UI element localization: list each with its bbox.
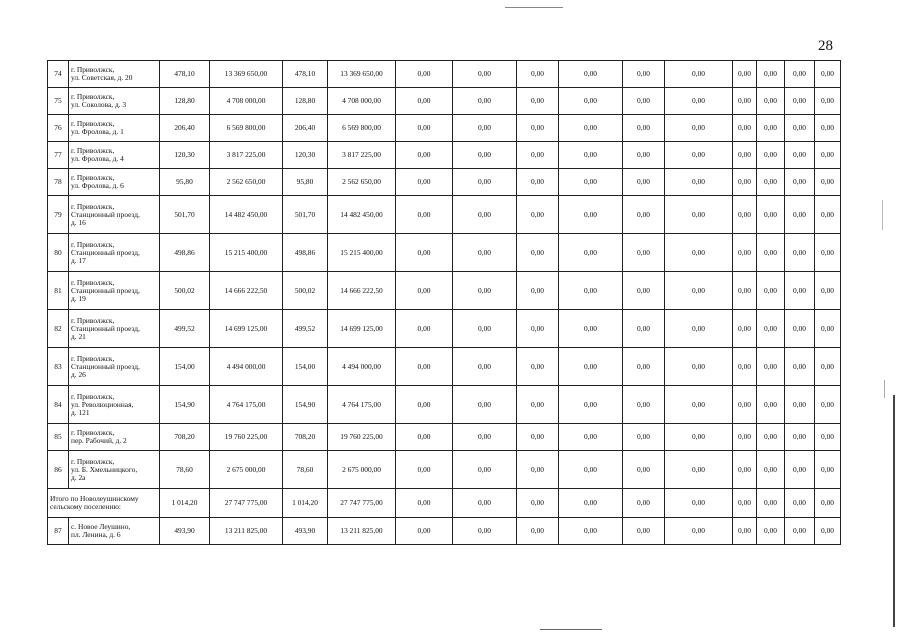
area-cell: 498,86	[283, 234, 328, 272]
zero-value-cell: 0,00	[559, 272, 623, 310]
address-cell	[69, 348, 160, 386]
zero-value-cell: 0,00	[815, 234, 841, 272]
table-row	[48, 310, 841, 348]
row-number-cell: 76	[48, 115, 69, 142]
zero-value-cell: 0,00	[785, 518, 815, 545]
zero-value-cell: 0,00	[453, 451, 517, 489]
address-line: д. 19	[71, 293, 86, 303]
zero-value-cell: 0,00	[396, 386, 453, 424]
zero-value-cell: 0,00	[396, 310, 453, 348]
zero-value-cell: 0,00	[517, 272, 559, 310]
area-cell: 95,80	[283, 169, 328, 196]
zero-value-cell: 0,00	[396, 115, 453, 142]
zero-value-cell: 0,00	[665, 424, 733, 451]
cost-cell: 14 666 222,50	[210, 272, 283, 310]
zero-value-cell: 0,00	[785, 310, 815, 348]
zero-value-cell: 0,00	[665, 272, 733, 310]
zero-value-cell: 0,00	[453, 386, 517, 424]
area-cell: 206,40	[283, 115, 328, 142]
zero-value-cell: 0,00	[785, 424, 815, 451]
table-row	[48, 424, 841, 451]
table-row	[48, 169, 841, 196]
zero-value-cell: 0,00	[396, 424, 453, 451]
zero-value-cell: 0,00	[396, 61, 453, 88]
address-cell	[69, 451, 160, 489]
zero-value-cell: 0,00	[453, 489, 517, 518]
address-cell	[69, 142, 160, 169]
address-line: г. Приволжск,	[71, 239, 115, 249]
zero-value-cell: 0,00	[757, 61, 785, 88]
address-line: г. Приволжск,	[71, 456, 115, 466]
zero-value-cell: 0,00	[623, 142, 665, 169]
zero-value-cell: 0,00	[815, 424, 841, 451]
zero-value-cell: 0,00	[757, 386, 785, 424]
zero-value-cell: 0,00	[623, 115, 665, 142]
area-cell: 500,02	[160, 272, 210, 310]
address-line: д. 17	[71, 255, 86, 265]
zero-value-cell: 0,00	[785, 169, 815, 196]
zero-value-cell: 0,00	[623, 451, 665, 489]
zero-value-cell: 0,00	[757, 272, 785, 310]
address-cell	[69, 88, 160, 115]
zero-value-cell: 0,00	[815, 142, 841, 169]
area-cell: 493,90	[160, 518, 210, 545]
area-cell: 478,10	[160, 61, 210, 88]
register-table-body	[48, 61, 841, 545]
zero-value-cell: 0,00	[559, 196, 623, 234]
table-row	[48, 115, 841, 142]
address-line: ул. Фролова, д. 1	[71, 127, 124, 136]
cost-cell: 19 760 225,00	[210, 424, 283, 451]
zero-value-cell: 0,00	[757, 348, 785, 386]
zero-value-cell: 0,00	[815, 518, 841, 545]
area-cell: 1 014,20	[283, 489, 328, 518]
zero-value-cell: 0,00	[733, 61, 757, 88]
zero-value-cell: 0,00	[559, 88, 623, 115]
address-cell	[69, 518, 160, 545]
row-number-cell: 87	[48, 518, 69, 545]
area-cell: 478,10	[283, 61, 328, 88]
zero-value-cell: 0,00	[785, 234, 815, 272]
area-cell: 120,30	[160, 142, 210, 169]
address-line: ул. Советская, д. 20	[71, 73, 133, 82]
zero-value-cell: 0,00	[517, 518, 559, 545]
zero-value-cell: 0,00	[815, 169, 841, 196]
zero-value-cell: 0,00	[623, 169, 665, 196]
zero-value-cell: 0,00	[559, 518, 623, 545]
zero-value-cell: 0,00	[785, 88, 815, 115]
zero-value-cell: 0,00	[815, 196, 841, 234]
area-cell: 1 014,20	[160, 489, 210, 518]
zero-value-cell: 0,00	[757, 451, 785, 489]
zero-value-cell: 0,00	[815, 489, 841, 518]
zero-value-cell: 0,00	[396, 348, 453, 386]
total-row	[48, 489, 841, 518]
address-line: д. 121	[71, 407, 90, 417]
zero-value-cell: 0,00	[785, 142, 815, 169]
address-line: г. Приволжск,	[71, 119, 115, 128]
address-line: д. 21	[71, 331, 86, 341]
cost-cell: 27 747 775,00	[210, 489, 283, 518]
address-cell	[69, 272, 160, 310]
cost-cell: 2 675 000,00	[328, 451, 396, 489]
zero-value-cell: 0,00	[453, 348, 517, 386]
area-cell: 493,90	[283, 518, 328, 545]
address-line: ул. Б. Хмельницкого,	[71, 464, 138, 474]
zero-value-cell: 0,00	[733, 115, 757, 142]
address-line: пер. Рабочий, д. 2	[71, 436, 127, 445]
address-cell	[69, 115, 160, 142]
zero-value-cell: 0,00	[453, 142, 517, 169]
table-row	[48, 348, 841, 386]
address-cell	[69, 386, 160, 424]
cost-cell: 19 760 225,00	[328, 424, 396, 451]
register-table	[47, 60, 841, 545]
zero-value-cell: 0,00	[453, 518, 517, 545]
address-line: д. 2а	[71, 472, 86, 482]
address-line: Станционный проезд,	[71, 209, 140, 219]
zero-value-cell: 0,00	[396, 518, 453, 545]
table-row	[48, 61, 841, 88]
row-number-cell: 77	[48, 142, 69, 169]
zero-value-cell: 0,00	[623, 61, 665, 88]
zero-value-cell: 0,00	[453, 169, 517, 196]
zero-value-cell: 0,00	[559, 234, 623, 272]
cost-cell: 3 817 225,00	[328, 142, 396, 169]
address-line: г. Приволжск,	[71, 391, 115, 401]
address-line: с. Новое Леушино,	[71, 522, 131, 531]
zero-value-cell: 0,00	[785, 272, 815, 310]
cost-cell: 6 569 800,00	[328, 115, 396, 142]
scan-mark-top	[505, 7, 563, 8]
area-cell: 708,20	[283, 424, 328, 451]
zero-value-cell: 0,00	[396, 142, 453, 169]
zero-value-cell: 0,00	[665, 142, 733, 169]
zero-value-cell: 0,00	[396, 489, 453, 518]
address-line: Станционный проезд,	[71, 285, 140, 295]
zero-value-cell: 0,00	[665, 451, 733, 489]
zero-value-cell: 0,00	[665, 169, 733, 196]
zero-value-cell: 0,00	[559, 424, 623, 451]
zero-value-cell: 0,00	[517, 424, 559, 451]
zero-value-cell: 0,00	[815, 348, 841, 386]
zero-value-cell: 0,00	[517, 310, 559, 348]
address-line: д. 16	[71, 217, 86, 227]
cost-cell: 13 211 825,00	[328, 518, 396, 545]
zero-value-cell: 0,00	[757, 489, 785, 518]
cost-cell: 13 369 650,00	[210, 61, 283, 88]
zero-value-cell: 0,00	[665, 310, 733, 348]
zero-value-cell: 0,00	[757, 518, 785, 545]
zero-value-cell: 0,00	[665, 115, 733, 142]
zero-value-cell: 0,00	[623, 424, 665, 451]
area-cell: 78,60	[283, 451, 328, 489]
zero-value-cell: 0,00	[757, 169, 785, 196]
cost-cell: 15 215 400,00	[328, 234, 396, 272]
zero-value-cell: 0,00	[733, 169, 757, 196]
row-number-cell: 74	[48, 61, 69, 88]
zero-value-cell: 0,00	[815, 310, 841, 348]
address-line: пл. Ленина, д. 6	[71, 530, 121, 539]
zero-value-cell: 0,00	[733, 142, 757, 169]
zero-value-cell: 0,00	[665, 88, 733, 115]
area-cell: 154,00	[160, 348, 210, 386]
address-line: г. Приволжск,	[71, 428, 115, 437]
cost-cell: 4 494 000,00	[210, 348, 283, 386]
zero-value-cell: 0,00	[665, 489, 733, 518]
zero-value-cell: 0,00	[453, 310, 517, 348]
address-cell	[69, 169, 160, 196]
zero-value-cell: 0,00	[396, 272, 453, 310]
zero-value-cell: 0,00	[815, 386, 841, 424]
cost-cell: 14 699 125,00	[210, 310, 283, 348]
area-cell: 206,40	[160, 115, 210, 142]
table-row	[48, 196, 841, 234]
area-cell: 95,80	[160, 169, 210, 196]
zero-value-cell: 0,00	[396, 234, 453, 272]
cost-cell: 4 764 175,00	[328, 386, 396, 424]
zero-value-cell: 0,00	[396, 451, 453, 489]
area-cell: 154,00	[283, 348, 328, 386]
area-cell: 501,70	[283, 196, 328, 234]
zero-value-cell: 0,00	[815, 272, 841, 310]
zero-value-cell: 0,00	[665, 386, 733, 424]
cost-cell: 2 562 650,00	[328, 169, 396, 196]
table-row	[48, 272, 841, 310]
cost-cell: 6 569 800,00	[210, 115, 283, 142]
row-number-cell: 86	[48, 451, 69, 489]
zero-value-cell: 0,00	[396, 88, 453, 115]
area-cell: 120,30	[283, 142, 328, 169]
cost-cell: 3 817 225,00	[210, 142, 283, 169]
zero-value-cell: 0,00	[733, 310, 757, 348]
zero-value-cell: 0,00	[559, 348, 623, 386]
zero-value-cell: 0,00	[623, 489, 665, 518]
row-number-cell: 78	[48, 169, 69, 196]
address-line: Итого по Новолеушинскому	[50, 494, 139, 503]
table-row	[48, 234, 841, 272]
address-line: г. Приволжск,	[71, 277, 115, 287]
zero-value-cell: 0,00	[396, 196, 453, 234]
zero-value-cell: 0,00	[559, 489, 623, 518]
zero-value-cell: 0,00	[757, 115, 785, 142]
scan-mark-bottom	[540, 629, 602, 630]
area-cell: 78,60	[160, 451, 210, 489]
area-cell: 499,52	[160, 310, 210, 348]
row-number-cell: 82	[48, 310, 69, 348]
zero-value-cell: 0,00	[733, 386, 757, 424]
zero-value-cell: 0,00	[559, 169, 623, 196]
zero-value-cell: 0,00	[623, 348, 665, 386]
scan-speck	[884, 380, 885, 398]
zero-value-cell: 0,00	[785, 348, 815, 386]
address-cell	[69, 61, 160, 88]
zero-value-cell: 0,00	[815, 451, 841, 489]
zero-value-cell: 0,00	[665, 196, 733, 234]
cost-cell: 14 482 450,00	[210, 196, 283, 234]
zero-value-cell: 0,00	[665, 234, 733, 272]
cost-cell: 13 211 825,00	[210, 518, 283, 545]
address-line: г. Приволжск,	[71, 315, 115, 325]
address-line: г. Приволжск,	[71, 92, 115, 101]
zero-value-cell: 0,00	[785, 451, 815, 489]
zero-value-cell: 0,00	[757, 234, 785, 272]
zero-value-cell: 0,00	[517, 451, 559, 489]
address-line: сельскому поселению:	[50, 502, 121, 511]
zero-value-cell: 0,00	[785, 386, 815, 424]
zero-value-cell: 0,00	[517, 88, 559, 115]
zero-value-cell: 0,00	[623, 272, 665, 310]
address-line: ул. Фролова, д. 4	[71, 154, 124, 163]
total-label-cell	[48, 489, 160, 518]
zero-value-cell: 0,00	[757, 88, 785, 115]
cost-cell: 4 764 175,00	[210, 386, 283, 424]
table-row	[48, 518, 841, 545]
zero-value-cell: 0,00	[785, 61, 815, 88]
table-row	[48, 386, 841, 424]
address-line: Станционный проезд,	[71, 323, 140, 333]
zero-value-cell: 0,00	[517, 196, 559, 234]
zero-value-cell: 0,00	[733, 348, 757, 386]
cost-cell: 4 708 000,00	[210, 88, 283, 115]
cost-cell: 4 494 000,00	[328, 348, 396, 386]
zero-value-cell: 0,00	[453, 272, 517, 310]
zero-value-cell: 0,00	[665, 61, 733, 88]
page-number: 28	[818, 38, 833, 54]
zero-value-cell: 0,00	[517, 348, 559, 386]
zero-value-cell: 0,00	[559, 61, 623, 88]
row-number-cell: 81	[48, 272, 69, 310]
address-line: д. 26	[71, 369, 86, 379]
zero-value-cell: 0,00	[815, 115, 841, 142]
address-line: г. Приволжск,	[71, 173, 115, 182]
zero-value-cell: 0,00	[559, 386, 623, 424]
zero-value-cell: 0,00	[517, 489, 559, 518]
zero-value-cell: 0,00	[733, 489, 757, 518]
zero-value-cell: 0,00	[517, 115, 559, 142]
area-cell: 128,80	[283, 88, 328, 115]
area-cell: 154,90	[160, 386, 210, 424]
address-line: Станционный проезд,	[71, 361, 140, 371]
zero-value-cell: 0,00	[559, 451, 623, 489]
row-number-cell: 84	[48, 386, 69, 424]
zero-value-cell: 0,00	[733, 518, 757, 545]
area-cell: 499,52	[283, 310, 328, 348]
zero-value-cell: 0,00	[623, 196, 665, 234]
cost-cell: 14 482 450,00	[328, 196, 396, 234]
zero-value-cell: 0,00	[733, 272, 757, 310]
zero-value-cell: 0,00	[815, 88, 841, 115]
zero-value-cell: 0,00	[665, 518, 733, 545]
zero-value-cell: 0,00	[757, 310, 785, 348]
area-cell: 708,20	[160, 424, 210, 451]
address-line: ул. Революционная,	[71, 399, 134, 409]
zero-value-cell: 0,00	[453, 61, 517, 88]
zero-value-cell: 0,00	[559, 142, 623, 169]
zero-value-cell: 0,00	[517, 234, 559, 272]
zero-value-cell: 0,00	[733, 424, 757, 451]
zero-value-cell: 0,00	[785, 489, 815, 518]
scan-edge-right	[893, 395, 895, 627]
zero-value-cell: 0,00	[733, 451, 757, 489]
row-number-cell: 80	[48, 234, 69, 272]
table-row	[48, 142, 841, 169]
zero-value-cell: 0,00	[517, 386, 559, 424]
zero-value-cell: 0,00	[623, 518, 665, 545]
cost-cell: 14 666 222,50	[328, 272, 396, 310]
address-line: г. Приволжск,	[71, 353, 115, 363]
row-number-cell: 75	[48, 88, 69, 115]
zero-value-cell: 0,00	[517, 142, 559, 169]
zero-value-cell: 0,00	[815, 61, 841, 88]
zero-value-cell: 0,00	[623, 310, 665, 348]
area-cell: 154,90	[283, 386, 328, 424]
zero-value-cell: 0,00	[733, 88, 757, 115]
zero-value-cell: 0,00	[559, 115, 623, 142]
cost-cell: 14 699 125,00	[328, 310, 396, 348]
zero-value-cell: 0,00	[453, 424, 517, 451]
table-row	[48, 88, 841, 115]
zero-value-cell: 0,00	[757, 196, 785, 234]
area-cell: 501,70	[160, 196, 210, 234]
area-cell: 498,86	[160, 234, 210, 272]
cost-cell: 13 369 650,00	[328, 61, 396, 88]
scan-speck	[882, 200, 883, 230]
zero-value-cell: 0,00	[733, 234, 757, 272]
area-cell: 500,02	[283, 272, 328, 310]
zero-value-cell: 0,00	[453, 234, 517, 272]
address-line: г. Приволжск,	[71, 65, 115, 74]
zero-value-cell: 0,00	[785, 115, 815, 142]
row-number-cell: 85	[48, 424, 69, 451]
zero-value-cell: 0,00	[517, 61, 559, 88]
zero-value-cell: 0,00	[453, 115, 517, 142]
zero-value-cell: 0,00	[559, 310, 623, 348]
zero-value-cell: 0,00	[785, 196, 815, 234]
area-cell: 128,80	[160, 88, 210, 115]
address-line: г. Приволжск,	[71, 201, 115, 211]
address-cell	[69, 310, 160, 348]
zero-value-cell: 0,00	[623, 88, 665, 115]
zero-value-cell: 0,00	[757, 424, 785, 451]
cost-cell: 27 747 775,00	[328, 489, 396, 518]
zero-value-cell: 0,00	[757, 142, 785, 169]
zero-value-cell: 0,00	[733, 196, 757, 234]
address-cell	[69, 196, 160, 234]
zero-value-cell: 0,00	[396, 169, 453, 196]
address-cell	[69, 424, 160, 451]
table-row	[48, 451, 841, 489]
address-line: Станционный проезд,	[71, 247, 140, 257]
zero-value-cell: 0,00	[453, 196, 517, 234]
zero-value-cell: 0,00	[665, 348, 733, 386]
cost-cell: 15 215 400,00	[210, 234, 283, 272]
cost-cell: 4 708 000,00	[328, 88, 396, 115]
address-line: ул. Фролова, д. 6	[71, 181, 124, 190]
row-number-cell: 83	[48, 348, 69, 386]
zero-value-cell: 0,00	[623, 234, 665, 272]
row-number-cell: 79	[48, 196, 69, 234]
address-line: ул. Соколова, д. 3	[71, 100, 127, 109]
zero-value-cell: 0,00	[623, 386, 665, 424]
address-cell	[69, 234, 160, 272]
cost-cell: 2 675 000,00	[210, 451, 283, 489]
cost-cell: 2 562 650,00	[210, 169, 283, 196]
zero-value-cell: 0,00	[517, 169, 559, 196]
zero-value-cell: 0,00	[453, 88, 517, 115]
address-line: г. Приволжск,	[71, 146, 115, 155]
